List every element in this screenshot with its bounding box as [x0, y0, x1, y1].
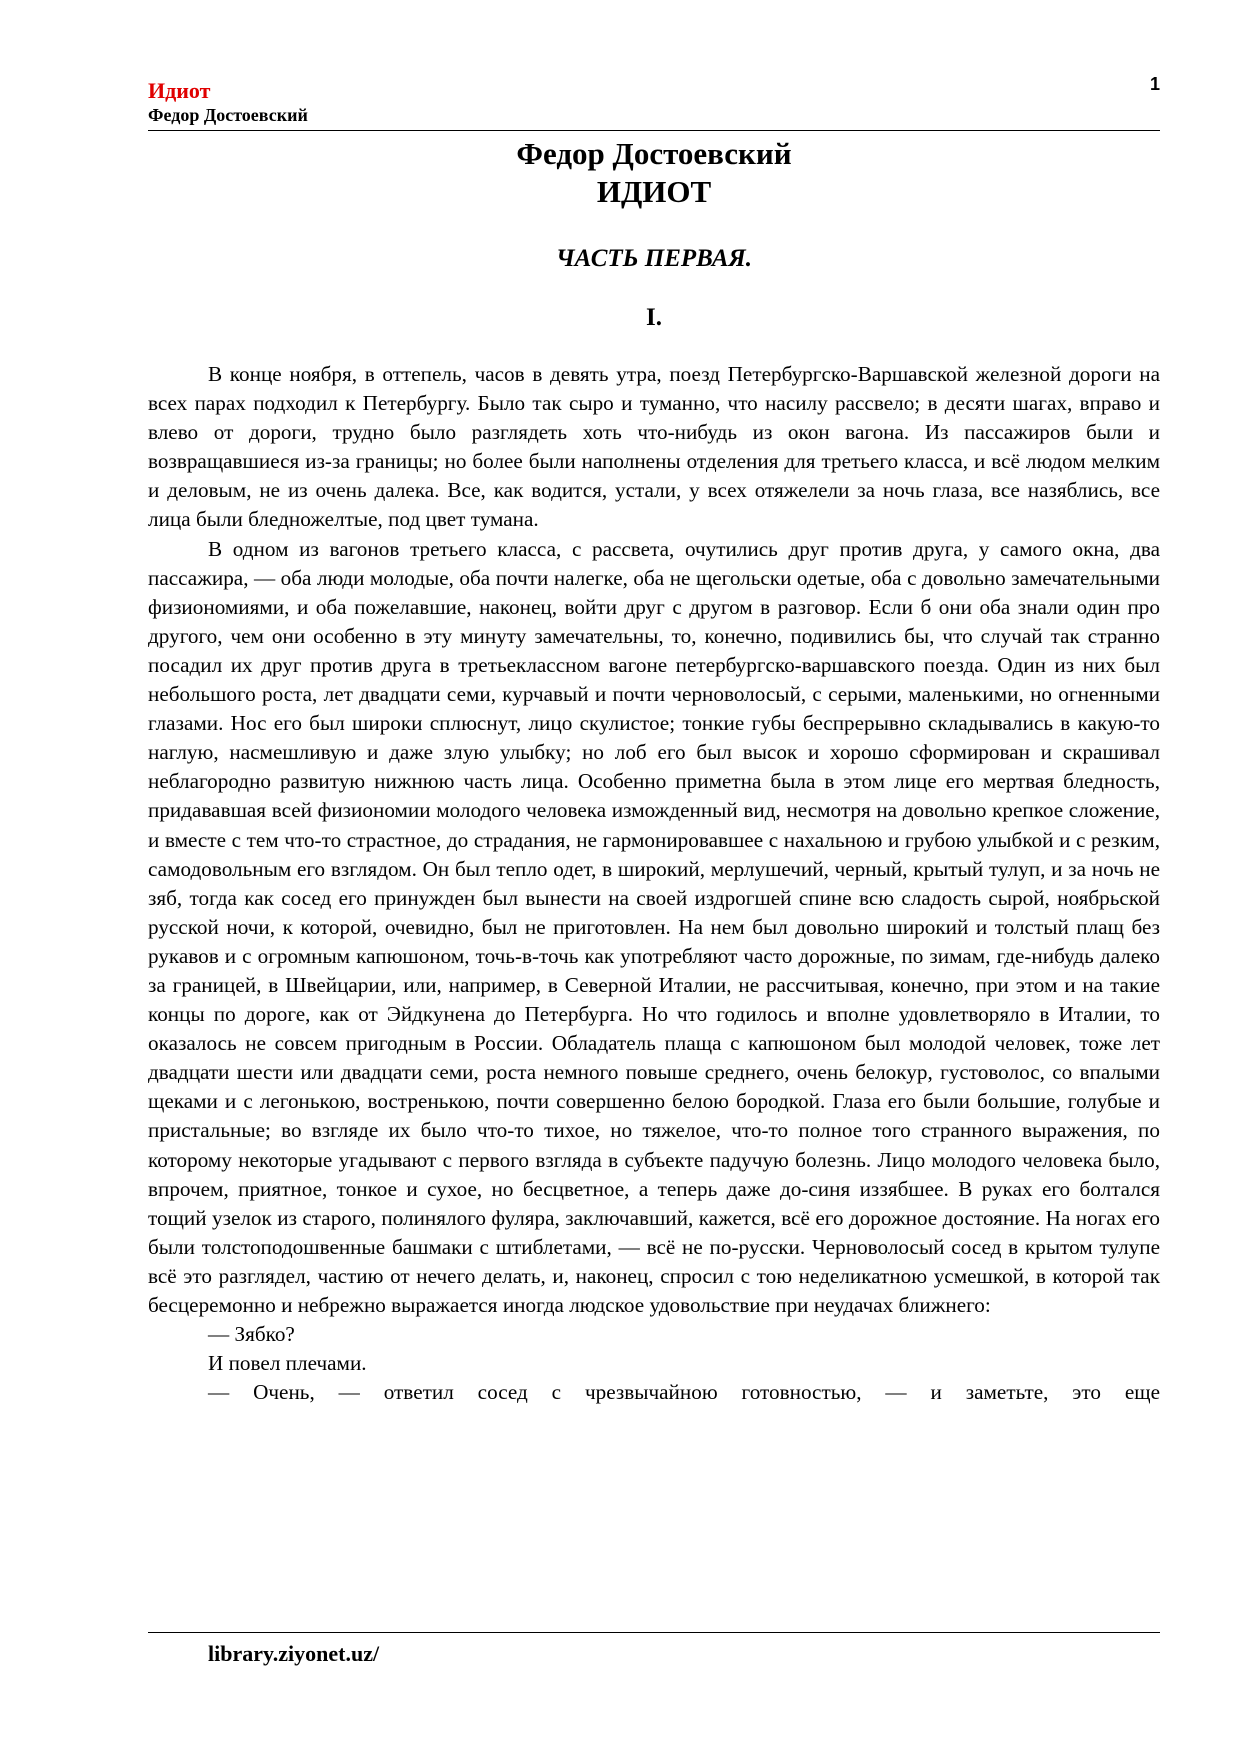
chapter-heading: I. [646, 304, 662, 331]
book-title: ИДИОТ [596, 174, 712, 209]
paragraph: В одном из вагонов третьего класса, с рассвета, очутились друг против друга, у самого окна, два пассажира, — оба люди молодые, оба почти налегке, оба не щегольски одетые, оба с довольно замечательными физиономиями, и оба пожелавшие, наконец, войти друг с другом в разговор. Если б они оба знали один про другого, чем они особенно в эту минуту замечательны, то, конечно, подивились бы, что случай так странно посадил их друг против друга в третьеклассном вагоне петербургско-варшавского поезда. Один из них был небольшого роста, лет двадцати семи, курчавый и почти черноволосый, с серыми, маленькими, но огненными глазами. Нос его был широки сплюснут, лицо скулистое; тонкие губы беспрерывно складывались в какую-то наглую, насмешливую и даже злую улыбку; но лоб его был высок и хорошо сформирован и скрашивал неблагородно развитую нижнюю часть лица. Особенно приметна была в этом лице его мертвая бледность, придававшая всей физиономии молодого человека изможденный вид, несмотря на довольно крепкое сложение, и вместе с тем что-то страстное, до страдания, не гармонировавшее с нахальною и грубою улыбкой и с резким, самодовольным его взглядом. Он был тепло одет, в широкий, мерлушечий, черный, крытый тулуп, и за ночь не зяб, тогда как сосед его принужден был вынести на своей издрогшей спине всю сладость сырой, ноябрьской русской ночи, к которой, очевидно, был не приготовлен. На нем был довольно широкий и толстый плащ без рукавов и с огромным капюшоном, точь-в-точь как употребляют часто дорожные, по зимам, где-нибудь далеко за границей, в Швейцарии, или, например, в Северной Италии, не рассчитывая, конечно, при этом и на такие концы по дороге, как от Эйдкунена до Петербурга. Но что годилось и вполне удовлетворяло в Италии, то оказалось не совсем пригодным в России. Обладатель плаща с капюшоном был молодой человек, тоже лет двадцати шести или двадцати семи, роста немного повыше среднего, очень белокур, густоволос, со впалыми щеками и с легонькою, востренькою, почти совершенно белою бородкой. Глаза его были большие, голубые и пристальные; во взгляде их было что-то тихое, но тяжелое, что-то полное того странного выражения, по которому некоторые угадывают с первого взгляда в субъекте падучую болезнь. Лицо молодого человека было, впрочем, приятное, тонкое и сухое, но бесцветное, а теперь даже до-синя иззябшее. В руках его болтался тощий узелок из старого, полинялого фуляра, заключавший, кажется, всё его дорожное достояние. На ногах его были толстоподошвенные башмаки с штиблетами, — всё не по-русски. Черноволосый сосед в крытом тулупе всё это разглядел, частию от нечего делать, и, наконец, спросил с тою неделикатною усмешкой, в которой так бесцеремонно и небрежно выражается иногда людское удовольствие при неудачах ближнего: [148, 536, 1160, 1317]
book-author: Федор Достоевский [516, 136, 792, 171]
page-footer [148, 1632, 1160, 1666]
text-body [148, 360, 1160, 1407]
paragraph: В конце ноября, в оттепель, часов в девять утра, поезд Петербургско-Варшавской железной дороги на всех парах подходил к Петербургу. Было так сыро и туманно, что насилу рассвело; в десяти шагах, вправо и влево от дороги, трудно было разглядеть хоть что-нибудь из окон вагона. Из пассажиров были и возвращавшиеся из-за границы; но более были наполнены отделения для третьего класса, и всё людом мелким и деловым, не из очень далека. Все, как водится, устали, у всех отяжелели за ночь глаза, все назяблись, все лица были бледножелтые, под цвет тумана. [148, 362, 1160, 532]
source-link[interactable]: library.ziyonet.uz/ [208, 1641, 380, 1666]
page-number: 1 [1149, 74, 1160, 94]
paragraph: И повел плечами. [208, 1351, 367, 1376]
part-heading: ЧАСТЬ ПЕРВАЯ. [555, 245, 753, 272]
running-title: Идиот [148, 78, 211, 103]
dialog-line: — Очень, — ответил сосед с чрезвычайною готовностью, — и заметьте, это еще [208, 1380, 1160, 1405]
dialog-line: — Зябко? [208, 1322, 295, 1347]
running-author: Федор Достоевский [148, 105, 308, 125]
document-body [148, 130, 1160, 1407]
page-header [148, 76, 1160, 131]
